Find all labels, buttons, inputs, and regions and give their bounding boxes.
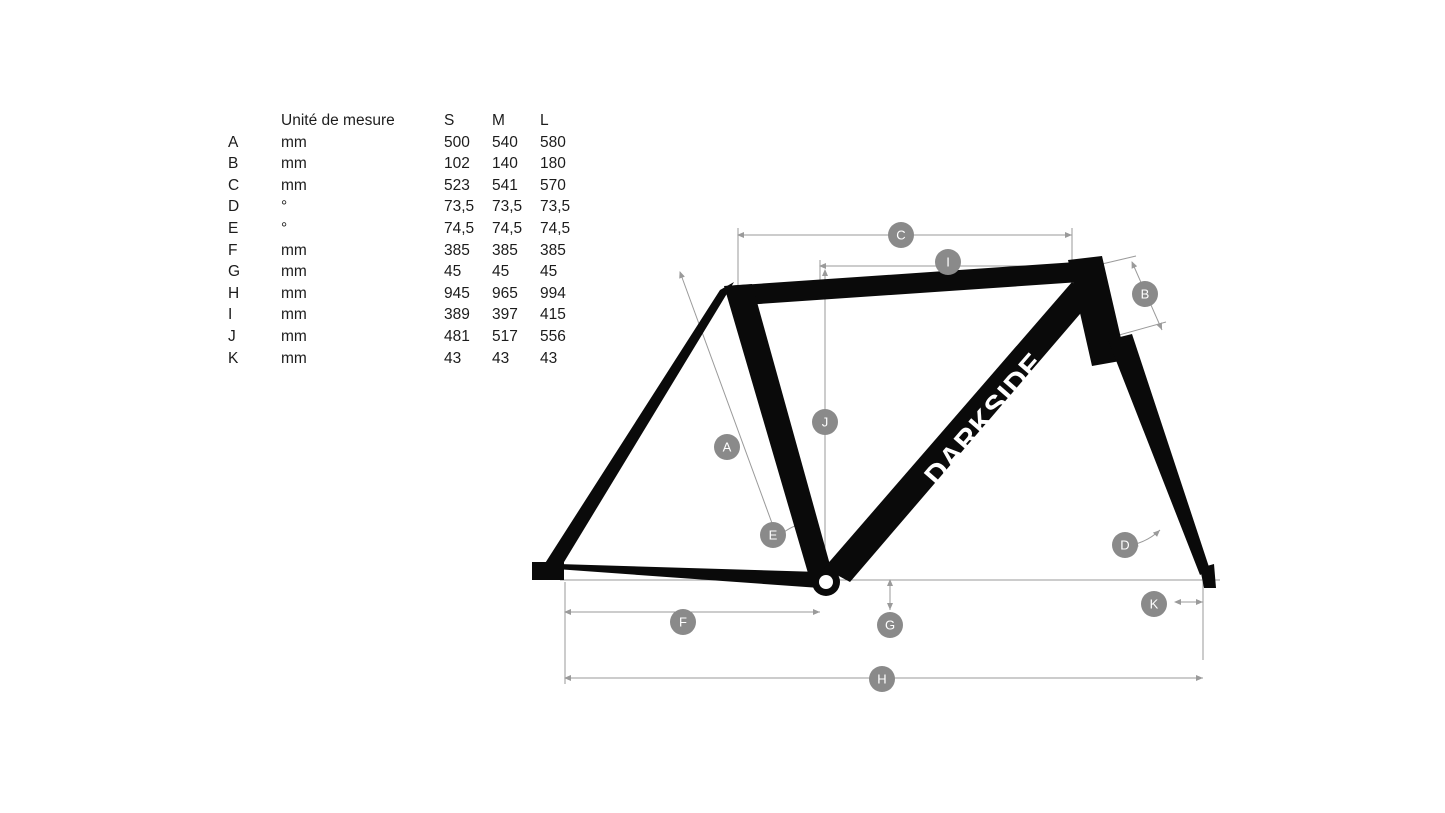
row-unit: ° (281, 198, 288, 216)
row-m: 385 (492, 241, 518, 259)
row-m: 541 (492, 176, 518, 194)
header-size-l: L (540, 112, 549, 129)
row-unit: mm (281, 155, 307, 173)
badge-j[interactable] (812, 409, 838, 435)
row-m: 965 (492, 284, 518, 302)
table-row (228, 153, 588, 175)
row-key: D (228, 198, 240, 216)
row-key: J (228, 327, 236, 345)
row-s: 500 (444, 133, 470, 151)
badge-h[interactable] (869, 666, 895, 692)
row-s: 73,5 (444, 198, 475, 216)
badge-a-label: A (722, 439, 732, 455)
row-l: 556 (540, 327, 566, 345)
header-unit: Unité de mesure (281, 112, 395, 129)
badge-f[interactable] (670, 609, 696, 635)
row-m: 43 (492, 349, 510, 367)
row-unit: mm (281, 349, 307, 367)
row-l: 580 (540, 133, 566, 151)
badge-c[interactable] (888, 222, 914, 248)
row-key: K (228, 349, 239, 367)
row-unit: ° (281, 219, 288, 237)
row-l: 385 (540, 241, 566, 259)
row-l: 570 (540, 176, 566, 194)
bottom-bracket-center (819, 575, 833, 589)
row-s: 481 (444, 327, 470, 345)
row-unit: mm (281, 306, 307, 324)
badge-g-label: G (884, 617, 896, 633)
row-l: 43 (540, 349, 558, 367)
badge-f-label: F (679, 614, 687, 630)
row-s: 523 (444, 176, 470, 194)
row-m: 397 (492, 306, 518, 324)
row-s: 102 (444, 155, 470, 173)
row-m: 140 (492, 155, 518, 173)
badge-i-label: I (946, 254, 950, 270)
row-key: A (228, 133, 239, 151)
row-l: 415 (540, 306, 566, 324)
badge-e[interactable] (760, 522, 786, 548)
row-unit: mm (281, 327, 307, 345)
badge-d[interactable] (1112, 532, 1138, 558)
row-m: 45 (492, 263, 510, 281)
row-key: I (228, 306, 233, 324)
row-unit: mm (281, 284, 307, 302)
row-m: 73,5 (492, 198, 523, 216)
row-key: G (228, 263, 241, 281)
row-unit: mm (281, 133, 307, 151)
badge-b[interactable] (1132, 281, 1158, 307)
row-key: H (228, 284, 240, 302)
bike-frame-diagram (520, 190, 1260, 720)
row-key: C (228, 176, 240, 194)
badge-i[interactable] (935, 249, 961, 275)
row-l: 180 (540, 155, 566, 173)
row-key: E (228, 219, 239, 237)
row-m: 517 (492, 327, 518, 345)
row-unit: mm (281, 263, 307, 281)
row-unit: mm (281, 176, 307, 194)
badge-b-label: B (1140, 286, 1150, 302)
badge-e-label: E (768, 527, 778, 543)
row-m: 540 (492, 133, 518, 151)
row-l: 74,5 (540, 219, 571, 237)
row-s: 45 (444, 263, 462, 281)
badge-h-label: H (877, 671, 887, 687)
row-key: F (228, 241, 238, 259)
row-s: 385 (444, 241, 470, 259)
table-header-row (228, 110, 588, 132)
row-s: 389 (444, 306, 470, 324)
header-key (228, 110, 281, 132)
row-unit: mm (281, 241, 307, 259)
badge-c-label: C (896, 227, 906, 243)
row-s: 43 (444, 349, 462, 367)
table-row (228, 132, 588, 154)
badge-d-label: D (1120, 537, 1130, 553)
badge-j-label: J (821, 414, 829, 430)
badge-g[interactable] (877, 612, 903, 638)
row-l: 73,5 (540, 198, 571, 216)
header-size-m: M (492, 112, 505, 129)
row-key: B (228, 155, 239, 173)
row-m: 74,5 (492, 219, 523, 237)
row-l: 994 (540, 284, 566, 302)
row-s: 74,5 (444, 219, 475, 237)
header-size-s: S (444, 112, 455, 129)
row-l: 45 (540, 263, 558, 281)
badge-a[interactable] (714, 434, 740, 460)
row-s: 945 (444, 284, 470, 302)
badge-k[interactable] (1141, 591, 1167, 617)
brand-wordmark: DARKSIDE (918, 346, 1052, 493)
badge-k-label: K (1149, 596, 1159, 612)
